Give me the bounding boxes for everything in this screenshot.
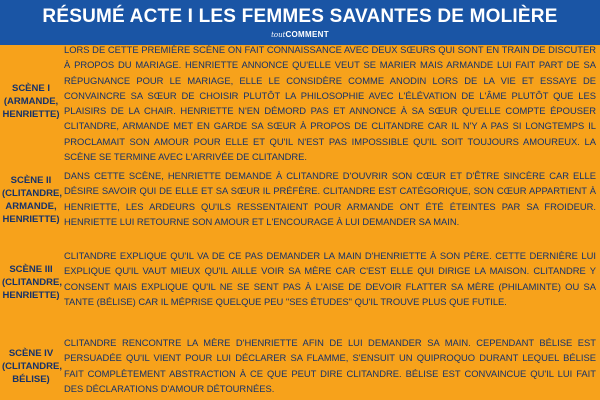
brand-name: COMMENT [285, 30, 329, 39]
scene-label: SCÈNE III (CLITANDRE, HENRIETTE) [2, 264, 62, 301]
scene-summary: DANS CETTE SCÈNE, HENRIETTE DEMANDE À CLITANDRE D'OUVRIR SON CŒUR ET D'ÊTRE SINCÈRE CAR ELLE DÉSIRE SAVOIR QUI DE ELLE ET SA SŒUR IL PRÉFÈRE. CLITANDRE EST CATÉGORIQUE, SON CŒUR APPARTIENT À HENRIETTE, LES ARDEURS QU'ILS RESSENTAIENT POUR ARMANDE ONT ÉTÉ ÉTEINTES PAR SA FROIDEUR. HENRIETTE LUI RETOURNE SON AMOUR ET L'ENCOURAGE À LUI DEMANDER SA MAIN. [64, 170, 596, 227]
header-banner [0, 0, 600, 45]
scene-summary: CLITANDRE EXPLIQUE QU'IL VA DE CE PAS DEMANDER LA MAIN D'HENRIETTE À SON PÈRE. CETTE DERNIÈRE LUI EXPLIQUE QU'IL VAUT MIEUX QU'IL AILLE VOIR SA MÈRE CAR C'EST ELLE QUI DIRIGE LA MAISON. CLITANDRE Y CONSENT MAIS EXPLIQUE QU'IL NE SE SENT PAS À L'AISE DE DEVOIR FLATTER SA MÈRE (PHILAMINTE) OU SA TANTE (BÉLISE) CAR IL MÉPRISE QUELQUE PEU "SES ÉTUDES" QU'IL TROUVE PLUS QUE FUTILE. [64, 250, 596, 307]
brand-logo [0, 30, 600, 40]
scene-row [0, 335, 600, 395]
scene-row [0, 42, 600, 162]
scene-label: SCÈNE I (ARMANDE, HENRIETTE) [2, 83, 60, 120]
page-title: RÉSUMÉ ACTE I LES FEMMES SAVANTES DE MOLIÈRE [42, 6, 558, 27]
scene-summary: CLITANDRE RENCONTRE LA MÈRE D'HENRIETTE AFIN DE LUI DEMANDER SA MAIN. CEPENDANT BÉLISE EST PERSUADÉE QU'IL VIENT POUR LUI DÉCLARER SA FLAMME, S'ENSUIT UN QUIPROQUO DURANT LEQUEL BÉLISE FAIT COMPLÈTEMENT ABSTRACTION À CE QUE PEUT DIRE CLITANDRE. BÉLISE EST CONVAINCUE QU'IL LUI FAIT DES DÉCLARATIONS D'AMOUR DÉTOURNÉES. [64, 337, 596, 394]
brand-prefix: tout [271, 31, 286, 39]
scene-label: SCÈNE II (CLITANDRE, ARMANDE, HENRIETTE) [2, 175, 62, 225]
scene-row [0, 248, 600, 318]
scene-row [0, 168, 600, 238]
scene-label: SCÈNE IV (CLITANDRE, BÉLISE) [2, 348, 62, 385]
scene-summary: LORS DE CETTE PREMIÈRE SCÈNE ON FAIT CONNAISSANCE AVEC DEUX SŒURS QUI SONT EN TRAIN DE DISCUTER À PROPOS DU MARIAGE. HENRIETTE ANNONCE QU'ELLE VEUT SE MARIER MAIS ARMANDE LUI FAIT PART DE SA RÉPUGNANCE POUR LE MARIAGE, ELLE LE CONSIDÈRE COMME ANODIN LORS DE LA VIE ET ESSAYE DE CONVAINCRE SA SŒUR DE CHOISIR PLUTÔT LA PHILOSOPHIE AVEC L'ÉLÉVATION DE L'ÂME PLUTÔT QUE LES PLAISIRS DE LA CHAIR. HENRIETTE N'EN DÉMORD PAS ET ANNONCE À SA SŒUR QU'ELLE COMPTE ÉPOUSER CLITANDRE, ARMANDE MET EN GARDE SA SŒUR À PROPOS DE CLITANDRE CAR IL N'Y A PAS SI LONGTEMPS IL PROCLAMAIT SON AMOUR POUR ELLE ET QU'IL N'EST PAS IMPOSSIBLE QU'IL SOIT TOUJOURS AMOUREUX. LA SCÈNE SE TERMINE AVEC L'ARRIVÉE DE CLITANDRE. [64, 44, 596, 163]
